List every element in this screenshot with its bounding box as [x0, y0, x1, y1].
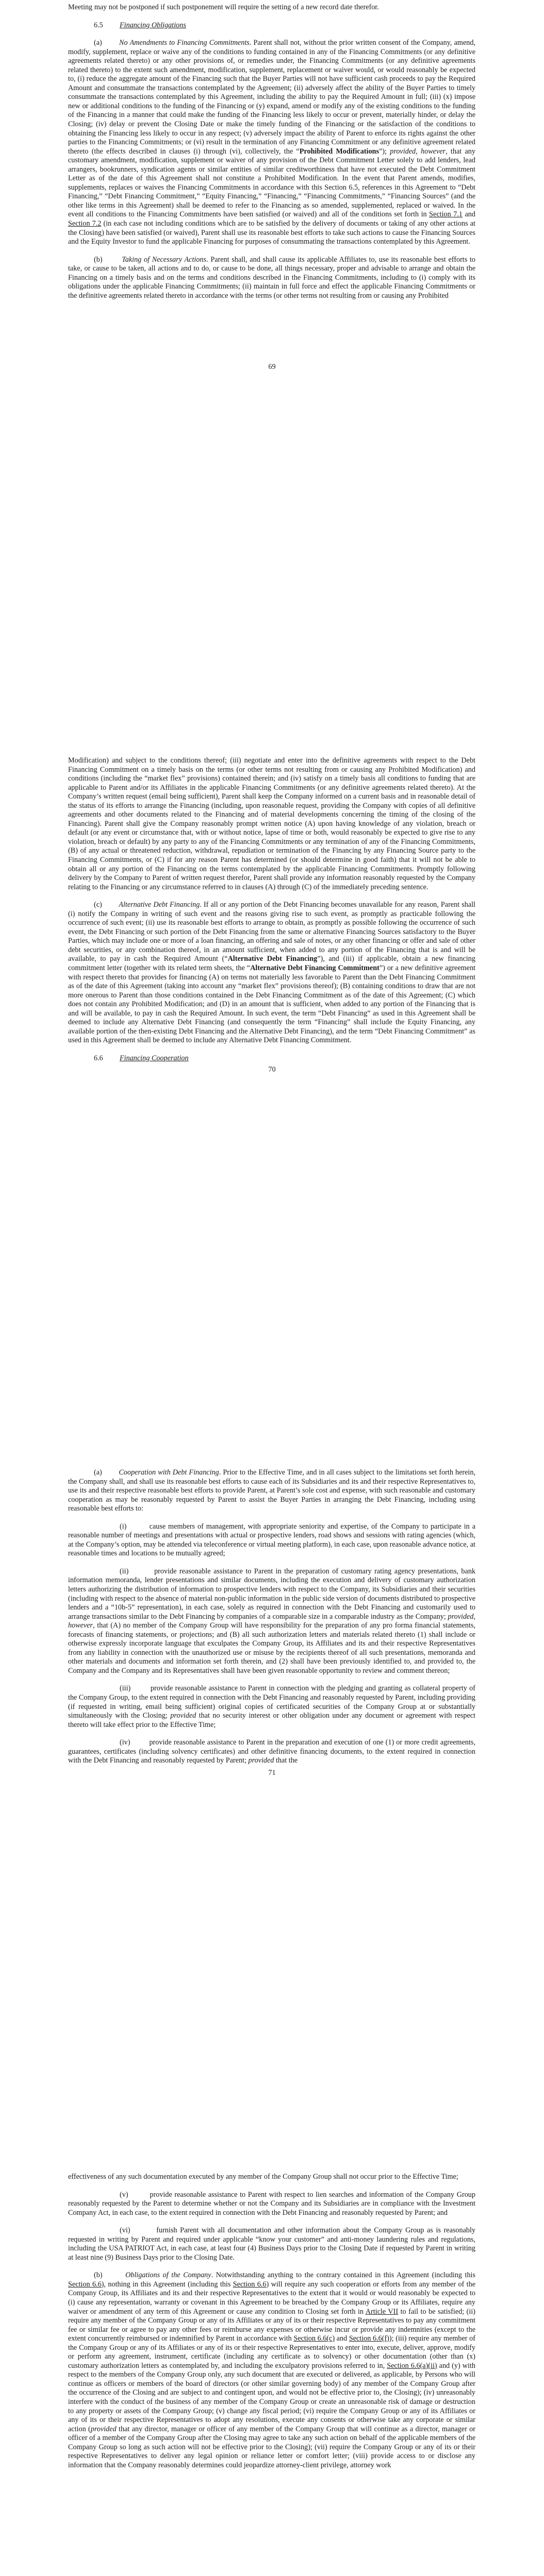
- page-71-body: [68, 1468, 475, 1774]
- paragraph-text: and (y) with respect to the members of the Company Group only, any such document that are executed or delivered, as applicable, by Persons who will continue as officers or members of the board of directors (or other similar governing body) of any member of the Company Group after the occurrence of the Closing and are subject to and contingent upon, and would not be effective prior to, the Closing); (iv) unreasonably interfere with the conduct of the business of any member of the Company Group or create an unreasonable risk of damage or destruction to any property or assets of the Company Group; (v) change any fiscal period; (vi) require the Company Group or any of its Affiliates or any of its or their respective Representatives to adopt any resolutions, execute any consents or otherwise take any corporate or similar action (: [68, 2361, 475, 2433]
- page-number: 71: [268, 1769, 276, 1777]
- item-iii: [68, 1684, 475, 1730]
- item-text: provide reasonable assistance to Parent in connection with the pledging and granting as collateral property of the Company Group, to the extent required in connection with the Debt Financing and reasonably requested by Parent, including providing (if requested in writing, email being sufficient) original copies of certificated securities of the Company Group at or substantially simultaneously with the Closing;: [68, 1684, 475, 1720]
- paragraph-text: (in each case not including conditions which are to be satisfied by the delivery of documents or taking of any other actions at the Closing) have been satisfied (or waived), Parent shall use its reasonable best efforts to take such actions to cause the Financing Sources and the Equity Investor to fund the applicable Financing for purposes of consummating the transactions contemplated by this Agreement.: [68, 219, 475, 246]
- item-label: (ii): [120, 1567, 129, 1575]
- paragraph-label: (a): [94, 39, 102, 47]
- page-number: 69: [268, 363, 276, 371]
- page-69: [0, 0, 544, 703]
- item-label: (iii): [120, 1684, 131, 1693]
- page-72-body: [68, 2173, 475, 2479]
- paragraph-label: (b): [94, 2271, 103, 2280]
- item-text: provide reasonable assistance to Parent in the preparation and execution of one (1) or more credit agreements, guarantees, certificates (including solvency certificates) and other definitive financing documents, to the extent required in connection with the Debt Financing and reasonably requested by Parent;: [68, 1738, 475, 1765]
- page-71: [0, 1406, 544, 2110]
- paragraph-6-6-b: [68, 2271, 475, 2470]
- item-text: provide reasonable assistance to Parent with respect to lien searches and information of the Company Group reasonably requested by the Parent to determine whether or not the Company and its Subsidiaries are in compliance with the Investment Company Act, in each case, to the extent required in connection with the Debt Financing and reasonably requested by Parent; and: [68, 2190, 475, 2217]
- item-v: [68, 2191, 475, 2218]
- paragraph-text: ”), and (iii) if applicable, obtain a new financing commitment letter (together with its related term sheets, the “: [68, 955, 475, 973]
- paragraph-text: . If all or any portion of the Debt Financing becomes unavailable for any reason, Parent shall (i) notify the Company in writing of such event and the reasons giving rise to such event, as promptly as practicable following the occurrence of such event; (ii) use its reasonable best efforts to arrange to obtain, as promptly as possible following the occurrence of such event, the Debt Financing or such portion of the Debt Financing from the same or alternative Financing Sources satisfactory to the Buyer Parties, which may include one or more of a loan financing, an offering and sale of notes, or any other financing or offer and sale of other debt securities, or any combination thereof, in an amount sufficient, when added to any portion of the Financing that is and will be available, to pay in cash the Required Amount (“: [68, 901, 475, 963]
- page-70-body: [68, 756, 475, 1072]
- item-i: [68, 1522, 475, 1558]
- proviso: provided, however: [390, 147, 446, 156]
- item-iv: [68, 1738, 475, 1766]
- page-number: 70: [268, 1065, 276, 1074]
- defined-term: Alternative Debt Financing: [227, 955, 318, 963]
- item-text: that no security interest or other obligation under any document or agreement with respect thereto will take effect prior to the Effective Time;: [68, 1711, 475, 1729]
- proviso: provided, however: [68, 1612, 475, 1630]
- paragraph-text: ), nothing in this Agreement (including this: [101, 2280, 233, 2289]
- item-text: provide reasonable assistance to Parent in the preparation of customary rating agency presentations, bank information memoranda, lender presentations and similar documents, including the execution and delivery of customary authorization letters authorizing the distribution of information to prospective lenders with respect to the Company, its Subsidiaries and their securities (including with respect to the absence of material non-public information in the public side version of documents distributed to prospective lenders and a “10b-5” representation), in each case, solely as required in connection with the Debt Financing and customarily used to arrange transactions similar to the Debt Financing by companies of a comparable size in a comparable industry as the Company;: [68, 1567, 476, 1621]
- paragraph-text: ); (iii) require any member of the Company Group or any of its Affiliates or any of its or their respective Representatives to enter into, execute, deliver, approve, modify or perform any agreement, instrument, certificate (including any certificate as to solvency) or other documentation (other than (x) customary authorization letters as contemplated by, and including the exculpatory provisions referred to in,: [68, 2334, 475, 2370]
- paragraph-label: (b): [94, 255, 103, 264]
- section-heading-6-5: [68, 21, 475, 30]
- carry-paragraph: Meeting may not be postponed if such postponement will require the setting of a new record date therefor.: [68, 3, 379, 11]
- paragraph-text: and: [335, 2334, 349, 2343]
- section-number: 6.5: [94, 21, 103, 29]
- cross-reference: Section 6.6(f): [349, 2334, 389, 2343]
- item-ii: [68, 1567, 475, 1676]
- cross-reference: Section 6.6(c): [293, 2334, 335, 2343]
- paragraph-text: ”);: [378, 147, 390, 156]
- carry-paragraph: Modification) and subject to the conditions thereof; (iii) negotiate and enter into the definitive agreements with respect to the Debt Financing Commitment on a timely basis on the terms (or other terms not resulting from or causing any Prohibited Modification) and conditions (including the “market flex” provisions) contained therein; and (iv) satisfy on a timely basis all conditions to funding that are applicable to Parent and/or its Affiliates in the applicable Financing Commitments (or any definitive agreements related thereto). At the Company’s written request (email being sufficient), Parent shall keep the Company informed on a current basis and in reasonable detail of the status of its efforts to arrange the Financing (including, upon reasonable request, providing the Company with copies of all definitive agreements and other documents related to the Financing and of material developments concerning the timing of the closing of the Financing). Parent shall give the Company reasonably prompt written notice (A) upon having knowledge of any violation, breach or default (or any event or circumstance that, with or without notice, lapse of time or both, would reasonably be expected to give rise to any violation, breach or default) by any party to any of the Financing Commitments or any termination of any of the Financing Commitments, (B) of any actual or threatened reduction, withdrawal, repudiation or termination of the Financing by any Financing Source party to the Financing Commitments, or (C) if for any reason Parent has determined (or should determine in good faith) that it will not be able to obtain all or any portion of the Financing on the terms contemplated by the applicable Financing Commitments. Promptly following delivery by the Company to Parent of written request therefor, Parent shall provide any information reasonably requested by the Company relating to the Financing or any circumstance referred to in clauses (A) through (C) of the immediately preceding sentence.: [68, 756, 475, 891]
- proviso: provided: [248, 1756, 274, 1765]
- page-72: [0, 2110, 544, 2576]
- paragraph-title: Obligations of the Company: [125, 2271, 211, 2280]
- item-text: cause members of management, with appropriate seniority and expertise, of the Company to participate in a reasonable number of meetings and presentations with actual or prospective lenders, road shows and sessions with rating agencies (which, at the Company’s option, may be attended via teleconference or virtual meeting platform), in each case, upon reasonable advance notice, at reasonable times and locations to be mutually agreed;: [68, 1522, 475, 1558]
- cross-reference: Section 6.6: [233, 2280, 267, 2289]
- item-label: (v): [120, 2190, 128, 2199]
- paragraph-text: to fail to be satisfied; (ii) require any member of the Company Group or any of its Affiliates or any of its or their respective Representatives to pay any commitment fee or similar fee or agree to pay any other fees or reimburse any expenses or otherwise incur or provide any indemnities (except to the extent concurrently reimbursed or indemnified by Parent in accordance with: [68, 2307, 476, 2343]
- paragraph-text: , that any customary amendment, modification, supplement or waiver of any provision of the Debt Commitment Letter solely to add lenders, lead arrangers, bookrunners, syndication agents or similar entities of similar creditworthiness that have not executed the Debt Commitment Letter as of the date of this Agreement shall not constitute a Prohibited Modification. In the event that Parent amends, modifies, supplements, replaces or waives the Financing Commitments in accordance with this Section 6.5, references in this Agreement to “Debt Financing,” “Debt Financing Commitment,” “Equity Financing,” “Financing,” “Financing Commitments,” “Financing Sources” (and the other like terms in this Agreement) shall be deemed to refer to the Financing as so amended, supplemented, replaced or waived. In the event all conditions to the Financing Commitments have been satisfied (or waived) and all of the conditions set forth in: [68, 147, 475, 219]
- paragraph-text: . Notwithstanding anything to the contrary contained in this Agreement (including this: [211, 2271, 475, 2280]
- section-heading-6-6: [68, 1054, 475, 1063]
- paragraph-text: that any director, manager or officer of any member of the Company Group that will continue as a director, manager or officer of a member of the Company Group after the Closing may agree to take any such action on behalf of the applicable members of the Company Group so long as such action will not be effective prior to the Closing); (vii) require the Company Group or any of its or their respective Representatives to deliver any legal opinion or reliance letter or comfort letter; (viii) provide access to or disclose any information that the Company reasonably determines could jeopardize attorney-client privilege, attorney work: [68, 2425, 475, 2469]
- item-vi: [68, 2226, 475, 2262]
- paragraph-text: . Parent shall, and shall cause its applicable Affiliates to, use its reasonable best efforts to take, or cause to be taken, all actions and to do, or cause to be done, all things necessary, proper and advisable to arrange and obtain the Financing on a timely basis and on the terms and conditions described in the Financing Commitments, including to (i) comply with its obligations under the applicable Financing Commitments; (ii) maintain in full force and effect the applicable Financing Commitments or the definitive agreements related thereto in accordance with the terms (or other terms not resulting from or causing any Prohibited: [68, 255, 476, 300]
- cross-reference: Section 6.6(a)(ii): [387, 2361, 437, 2370]
- page-70: [0, 703, 544, 1406]
- paragraph-text: ) will require any such cooperation or efforts from any member of the Company Group, its Affiliates and its and their respective Representatives to the extent that it would or would reasonably be expected to (i) cause any representation, warranty or covenant in this Agreement to be breached by the Company Group or its Affiliates, require any waiver or amendment of any term of this Agreement or cause any condition to Closing set forth in: [68, 2280, 476, 2316]
- paragraph-text: ”) or a new definitive agreement with respect thereto that provides for financing (A) on terms not materially less favorable to Parent than the Debt Financing Commitment as of the date of this Agreement (taking into account any “market flex” provisions thereof); (B) containing conditions to draw that are not more onerous to Parent than those conditions contained in the Debt Financing Commitment as of the date of this Agreement; (C) which does not contain any Prohibited Modification; and (D) in an amount that is sufficient, when added to any portion of the Financing that is and will be available, to pay in cash the Required Amount. In such event, the term “Debt Financing” as used in this Agreement shall be deemed to include any Alternative Debt Financing (and consequently the term “Financing” shall include the Equity Financing, any available portion of the then-existing Debt Financing and the Alternative Debt Financing), and the term “Debt Financing Commitment” as used in this Agreement shall be deemed to include any Alternative Debt Financing Commitment.: [68, 964, 476, 1045]
- cross-reference: Section 7.1: [429, 210, 463, 219]
- defined-term: Prohibited Modifications: [299, 147, 379, 156]
- item-label: (iv): [120, 1738, 130, 1747]
- section-title: Financing Obligations: [120, 21, 186, 29]
- page-69-body: [68, 3, 475, 309]
- item-label: (vi): [120, 2226, 130, 2235]
- paragraph-text: and: [462, 210, 475, 219]
- cross-reference: Section 7.2: [68, 219, 102, 228]
- paragraph-6-5-a: [68, 39, 475, 247]
- section-title: Financing Cooperation: [120, 1054, 189, 1062]
- paragraph-6-6-a: [68, 1468, 475, 1514]
- paragraph-label: (c): [94, 901, 102, 909]
- defined-term: Alternative Debt Financing Commitment: [250, 964, 380, 973]
- paragraph-text: . Parent shall not, without the prior written consent of the Company, amend, modify, supplement, replace or waive any of the conditions to funding contained in any of the Financing Commitments (or any definitive agreements related thereto) or any other provisions of, or remedies under, the Financing Commitments (or any definitive agreements related thereto) to the extent such amendment, modification, supplement, replacement or waiver would, or would reasonably be expected to, (i) reduce the aggregate amount of the Financing such that the Buyer Parties will not have sufficient cash proceeds to pay the Required Amount and consummate the transactions contemplated by the Agreement; (ii) adversely affect the ability of the Buyer Parties to timely consummate the transactions contemplated by this Agreement, including the ability to pay the Required Amount in full; (iii) (x) impose new or additional conditions to the funding of the Financing or (y) expand, amend or modify any of the existing conditions to the funding of the Financing in a manner that could make the funding of the Financing less likely to occur or prevent, materially hinder, or delay the Closing; (iv) delay or prevent the Closing Date or make the timely funding of the Financing or the satisfaction of the conditions to obtaining the Financing less likely to occur in any respect; (v) adversely impact the ability of Parent to enforce its rights against the other parties to the Financing Commitments; or (vi) result in the termination of any Financing Commitment or any definitive agreement related thereto (the effects described in clauses (i) through (vi), collectively, the “: [68, 39, 475, 156]
- proviso: provided: [170, 1711, 196, 1720]
- item-text: furnish Parent with all documentation and other information about the Company Group as is reasonably requested in writing by Parent and required under applicable “know your customer” and anti-money laundering rules and regulations, including the USA PATRIOT Act, in each case, at least four (4) Business Days prior to the Closing Date if requested by Parent in writing at least nine (9) Business Days prior to the Closing Date.: [68, 2226, 475, 2262]
- paragraph-title: Taking of Necessary Actions: [122, 255, 207, 264]
- paragraph-label: (a): [94, 1468, 102, 1477]
- item-text: that the: [274, 1756, 298, 1765]
- section-number: 6.6: [94, 1054, 103, 1062]
- cross-reference: Article VII: [365, 2307, 399, 2316]
- paragraph-title: Cooperation with Debt Financing: [119, 1468, 219, 1477]
- paragraph-6-5-c: [68, 901, 475, 1045]
- paragraph-text: . Prior to the Effective Time, and in all cases subject to the limitations set forth herein, the Company shall, and shall use its reasonable best efforts to cause each of its Subsidiaries and its and their respective Representatives to, use its and their respective reasonable best efforts to provide Parent, at Parent’s sole cost and expense, with such reasonable and customary cooperation as may be reasonably requested by Parent to assist the Buyer Parties in arranging the Debt Financing, including using reasonable best efforts to:: [68, 1468, 476, 1513]
- paragraph-6-5-b: [68, 256, 475, 301]
- carry-paragraph: effectiveness of any such documentation executed by any member of the Company Group shall not occur prior to the Effective Time;: [68, 2173, 458, 2181]
- paragraph-title: Alternative Debt Financing: [119, 901, 200, 909]
- item-label: (i): [120, 1522, 127, 1531]
- cross-reference: Section 6.6: [68, 2280, 102, 2289]
- proviso: provided: [90, 2425, 117, 2433]
- paragraph-title: No Amendments to Financing Commitments: [119, 39, 250, 47]
- item-text: , that (A) no member of the Company Group will have responsibility for the preparation of any pro forma financial statements, forecasts of financing statements, or projections; and (B) all such authorization letters and materials related thereto (1) shall include or otherwise expressly incorporate language that exculpates the Company Group, its Affiliates and its and their respective Representatives from any liability in connection with the unauthorized use or misuse by the recipients thereof of all such presentations, memoranda and other materials and documents and information set forth therein, and (2) shall have been previously identified to, and provided to, the Company and the Company and its Representatives shall have been given reasonable opportunity to review and comment thereon;: [68, 1621, 475, 1675]
